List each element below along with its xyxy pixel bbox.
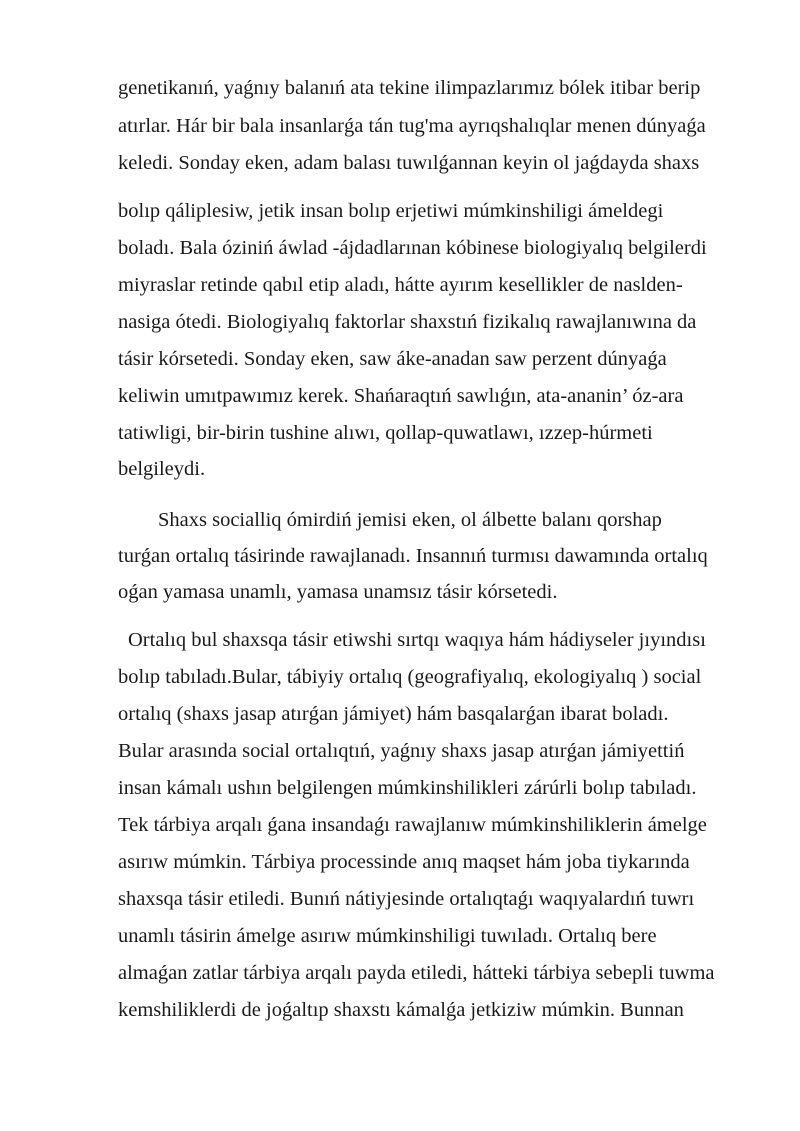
text-line: tatiwligi, bir-birin tushine alıwı, qollap-quwatlawı, ızzep-húrmeti — [118, 422, 653, 444]
text-line: unamlı tásirin ámelge asırıw múmkinshiligi tuwıladı. Ortalıq bere — [118, 925, 657, 947]
text-line: keliwin umıtpawımız kerek. Shańaraqtıń sawlıǵın, ata-ananin’ óz-ara — [118, 385, 684, 407]
text-line: shaxsqa tásir etiledi. Bunıń nátiyjesinde ortalıqtaǵı waqıyalardıń tuwrı — [118, 888, 695, 910]
text-line: turǵan ortalıq tásirinde rawajlanadı. Insannıń turmısı dawamında ortalıq — [118, 545, 708, 567]
text-line: miyraslar retinde qabıl etip aladı, hátte ayırım kesellikler de naslden- — [118, 274, 683, 296]
text-line: Ortalıq bul shaxsqa tásir etiwshi sırtqı waqıya hám hádiyseler jıyındısı — [128, 629, 706, 651]
text-line: genetikanıń, yaǵnıy balanıń ata tekine ilimpazlarımız bólek itibar berip — [118, 77, 701, 99]
text-line: insan kámalı ushın belgilengen múmkinshilikleri zárúrli bolıp tabıladı. — [118, 777, 697, 799]
text-line: boladı. Bala óziniń áwlad -ájdadlarınan kóbinese biologiyalıq belgilerdi — [118, 237, 707, 259]
text-line: Shaxs socialliq ómirdiń jemisi eken, ol álbette balanı qorshap — [158, 509, 662, 531]
text-line: bolıp tabıladı.Bular, tábiyiy ortalıq (geografiyalıq, ekologiyalıq ) social — [118, 666, 702, 688]
text-line: atırlar. Hár bir bala insanlarǵa tán tug'ma ayrıqshalıqlar menen dúnyaǵa — [118, 115, 706, 137]
text-line: belgileydi. — [118, 458, 206, 480]
text-line: nasiga ótedi. Biologiyalıq faktorlar shaxstıń fizikalıq rawajlanıwına da — [118, 311, 697, 333]
text-line: oǵan yamasa unamlı, yamasa unamsız tásir kórsetedi. — [118, 581, 558, 603]
text-line: keledi. Sonday eken, adam balası tuwılǵannan keyin ol jaǵdayda shaxs — [118, 152, 700, 174]
text-line: Bular arasında social ortalıqtıń, yaǵnıy shaxs jasap atırǵan jámiyettiń — [118, 740, 685, 762]
text-line: ortalıq (shaxs jasap atırǵan jámiyet) hám basqalarǵan ibarat boladı. — [118, 703, 669, 725]
text-line: bolıp qáliplesiw, jetik insan bolıp erjetiwi múmkinshiligi ámeldegi — [118, 200, 664, 222]
text-line: kemshiliklerdi de joǵaltıp shaxstı kámalǵa jetkiziw múmkin. Bunnan — [118, 999, 684, 1021]
text-line: almaǵan zatlar tárbiya arqalı payda etiledi, hátteki tárbiya sebepli tuwma — [118, 962, 715, 984]
text-line: asırıw múmkin. Tárbiya processinde anıq maqset hám joba tiykarında — [118, 851, 690, 873]
text-line: tásir kórsetedi. Sonday eken, saw áke-anadan saw perzent dúnyaǵa — [118, 348, 667, 370]
text-line: Tek tárbiya arqalı ǵana insandaǵı rawajlanıw múmkinshiliklerin ámelge — [118, 814, 707, 836]
